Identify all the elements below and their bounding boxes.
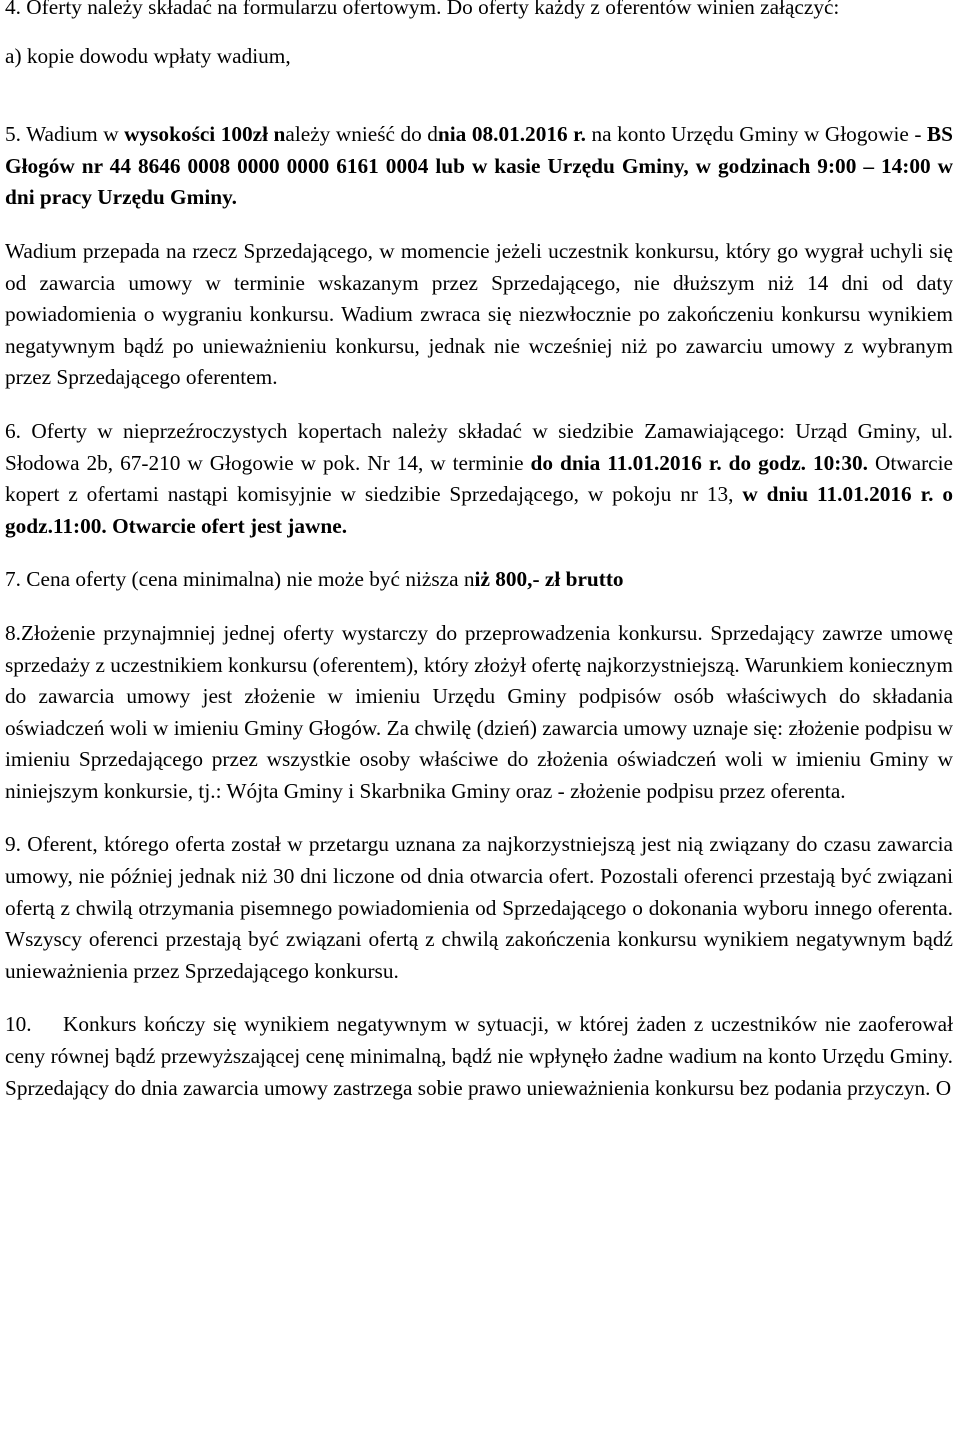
p5-bold-3: BS Głogów nr 44 8646 0008 0000 0000 6161 0004 lub w kasie Urzędu Gminy, w godzinach 9:00 – 14:00 w dni pracy Urzędu Gminy. — [5, 122, 953, 210]
paragraph-10 — [5, 1009, 953, 1104]
p6-text-1: 6. Oferty w nieprzeźroczystych kopertach należy składać w siedzibie Zamawiającego: Urząd Gminy, ul. Słodowa 2b, 67-210 w Głogowie w pok. Nr 14, w terminie — [5, 418, 953, 475]
spacer — [5, 214, 953, 236]
spacer — [5, 72, 953, 119]
paragraph-10-number: 10. — [5, 1012, 32, 1037]
p5-bold-1: wysokości 100zł n — [124, 122, 286, 147]
paragraph-5-wadium — [5, 236, 953, 394]
spacer — [5, 24, 953, 41]
p6-text-2: Otwarcie kopert z ofertami nastąpi komisyjnie w siedzibie Sprzedającego, w pokoju nr 13, — [5, 450, 953, 507]
paragraph-7 — [5, 564, 953, 596]
paragraph-4 — [5, 0, 953, 24]
paragraph-9 — [5, 829, 953, 987]
p5-text-3: na konto Urzędu Gminy w Głogowie - — [585, 122, 927, 147]
paragraph-8-text: 8.Złożenie przynajmniej jednej oferty wystarczy do przeprowadzenia konkursu. Sprzedający zawrze umowę sprzedaży z uczestnikiem konkursu (oferentem), który złożył ofertę najkorzystniejszą. Warunkiem koniecznym do zawarcia umowy jest złożenie w imieniu Urzędu Gminy podpisów osób właściwych do składania oświadczeń woli w imieniu Gminy Głogów. Za chwilę (dzień) zawarcia umowy uznaje się: złożenie podpisu w imieniu Sprzedającego przez wszystkie osoby właściwe do złożenia oświadczeń woli w imieniu Gminy w niniejszym konkursie, tj.: Wójta Gminy i Skarbnika Gminy oraz - złożenie podpisu przez oferenta. — [5, 620, 953, 803]
spacer — [5, 987, 953, 1009]
spacer — [5, 394, 953, 416]
paragraph-9-text: 9. Oferent, którego oferta został w przetargu uznana za najkorzystniejszą jest nią związany do czasu zawarcia umowy, nie później jednak niż 30 dni liczone od dnia otwarcia ofert. Pozostali oferenci przestają być związani ofertą z chwilą otrzymania pisemnego powiadomienia od Sprzedającego o dokonania wyboru innego oferenta. Wszyscy oferenci przestają być związani ofertą z chwilą zakończenia konkursu wynikiem negatywnym bądź unieważnienia przez Sprzedającego konkursu. — [5, 832, 953, 983]
wadium-text: Wadium przepada na rzecz Sprzedającego, w momencie jeżeli uczestnik konkursu, który go wygrał uchyli się od zawarcia umowy w terminie wskazanym przez Sprzedającego, nie dłuższym niż 14 dni od daty powiadomienia o wygraniu konkursu. Wadium zwraca się niezwłocznie po zakończeniu konkursu wynikiem negatywnym bądź po unieważnieniu konkursu, jednak nie wcześniej niż po zawarciu umowy z wybranym przez Sprzedającego oferentem. — [5, 238, 953, 390]
p5-text-1: 5. Wadium w — [5, 122, 125, 147]
paragraph-5 — [5, 119, 953, 214]
p5-bold-2: nia 08.01.2016 r. — [437, 122, 586, 147]
paragraph-10-text: Konkurs kończy się wynikiem negatywnym w sytuacji, w której żaden z uczestników nie zaoferował ceny równej bądź przewyższającej cenę minimalną, bądź nie wpłynęło żadne wadium na konto Urzędu Gminy. Sprzedający do dnia zawarcia umowy zastrzega sobie prawo unieważnienia konkursu bez podania przyczyn. O — [5, 1012, 953, 1100]
p7-bold-1: iż 800,- zł brutto — [474, 567, 624, 592]
p6-bold-1: do dnia 11.01.2016 r. do godz. 10:30. — [530, 450, 868, 475]
paragraph-4-text: 4. Oferty należy składać na formularzu ofertowym. Do oferty każdy z oferentów winien załączyć: — [5, 0, 840, 19]
p7-text-1: 7. Cena oferty (cena minimalna) nie może być niższa n — [5, 567, 475, 592]
spacer — [5, 542, 953, 564]
paragraph-8 — [5, 618, 953, 808]
p6-bold-2: w dniu 11.01.2016 r. o godz.11:00. Otwarcie ofert jest jawne. — [5, 482, 953, 538]
paragraph-6 — [5, 416, 953, 542]
list-item-a — [5, 41, 953, 73]
spacer — [5, 807, 953, 829]
document-page — [5, 0, 953, 1104]
p5-text-2: ależy wnieść do d — [285, 122, 438, 147]
list-item-a-text: a) kopie dowodu wpłaty wadium, — [5, 43, 291, 68]
spacer — [5, 596, 953, 618]
